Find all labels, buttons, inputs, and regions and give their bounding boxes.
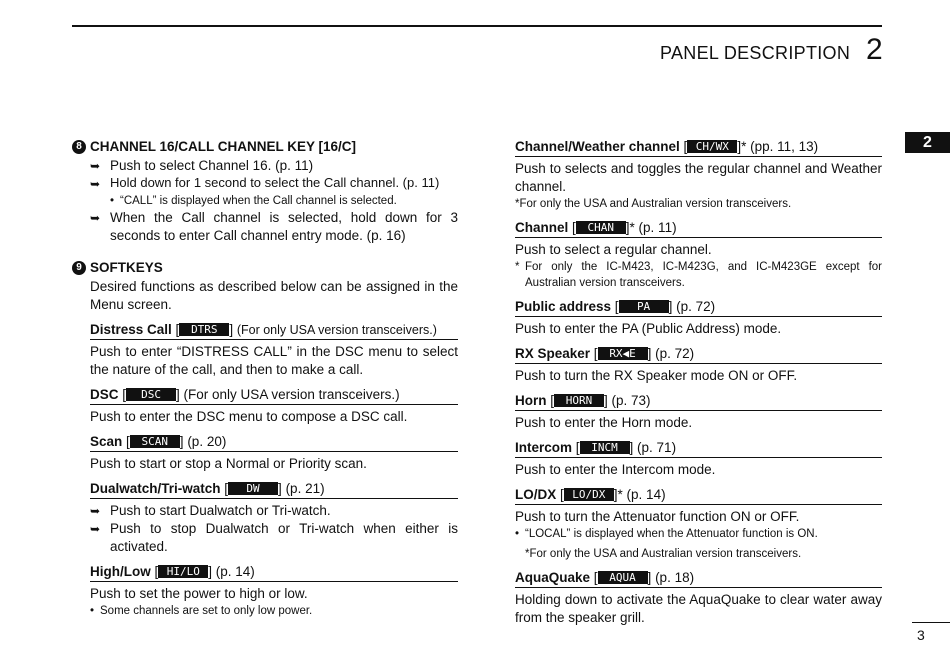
right-column	[515, 139, 882, 627]
number-8-icon: 8	[72, 140, 86, 154]
horn-key: HORN	[554, 394, 604, 407]
pa-heading: Public address [ PA ] (p. 72)	[515, 299, 882, 317]
chwx-desc: Push to selects and toggles the regular channel and Weather channel.	[515, 161, 882, 194]
distress-call-heading: Distress Call [ DTRS ] (For only USA version transceivers.)	[90, 322, 458, 340]
pa-key: PA	[619, 300, 669, 313]
section-title: PANEL DESCRIPTION	[660, 43, 851, 63]
section-9-title: SOFTKEYS	[90, 260, 163, 275]
high-low-heading: High/Low [ HI/LO ] (p. 14)	[90, 564, 458, 582]
intercom-desc: Push to enter the Intercom mode.	[515, 462, 716, 477]
lodx-desc: Push to turn the Attenuator function ON or OFF.	[515, 509, 800, 524]
note: *For only the USA and Australian version transceivers.	[525, 548, 802, 560]
left-column	[72, 139, 458, 619]
page-number: 3	[917, 627, 925, 643]
arrow-icon: ➥	[90, 211, 101, 225]
distress-call-desc: Push to enter “DISTRESS CALL” in the DSC menu to select the nature of the call, and then to make a call.	[90, 344, 458, 377]
dualwatch-heading: Dualwatch/Tri-watch [ DW ] (p. 21)	[90, 481, 458, 499]
arrow-icon: ➥	[90, 159, 101, 173]
chwx-key: CH/WX	[687, 140, 737, 153]
dw-key: DW	[228, 482, 278, 495]
bullet: ➥ Push to stop Dualwatch or Tri-watch when either is activated.	[90, 521, 458, 554]
pa-desc: Push to enter the PA (Public Address) mode.	[515, 321, 782, 336]
high-low-desc: Push to set the power to high or low.	[90, 586, 308, 601]
section-8-heading	[72, 139, 458, 154]
dtrs-key: DTRS	[179, 323, 229, 336]
scan-desc: Push to start or stop a Normal or Priority scan.	[90, 456, 367, 471]
bullet: ➥ Hold down for 1 second to select the Call channel. (p. 11)	[90, 175, 440, 191]
channel-desc: Push to select a regular channel.	[515, 242, 712, 257]
chapter-tab: 2	[905, 132, 950, 153]
channel-heading: Channel [ CHAN ]* (p. 11)	[515, 220, 882, 238]
bullet: ➥ Push to select Channel 16. (p. 11)	[90, 158, 314, 173]
softkeys-intro: Desired functions as described below can be assigned in the Menu screen.	[90, 279, 458, 312]
note: • “LOCAL” is displayed when the Attenuator function is ON.	[515, 528, 818, 540]
page-number-rule	[912, 622, 950, 623]
lodx-key: LO/DX	[564, 488, 614, 501]
dsc-heading: DSC [ DSC ] (For only USA version transceivers.)	[90, 387, 458, 405]
dsc-desc: Push to enter the DSC menu to compose a DSC call.	[90, 409, 408, 424]
note: • “CALL” is displayed when the Call channel is selected.	[110, 195, 397, 207]
dsc-key: DSC	[126, 388, 176, 401]
scan-key: SCAN	[130, 435, 180, 448]
note: * For only the IC-M423, IC-M423G, and IC-M423GE except for Australian version transceivers.	[515, 261, 882, 289]
chapter-number: 2	[866, 33, 883, 66]
aquaquake-heading: AquaQuake [ AQUA ] (p. 18)	[515, 570, 882, 588]
rx-speaker-key: RX◀E	[598, 347, 648, 360]
horn-heading: Horn [ HORN ] (p. 73)	[515, 393, 882, 411]
note: *For only the USA and Australian version transceivers.	[515, 198, 792, 210]
chan-key: CHAN	[576, 221, 626, 234]
horn-desc: Push to enter the Horn mode.	[515, 415, 693, 430]
aqua-key: AQUA	[598, 571, 648, 584]
aquaquake-desc: Holding down to activate the AquaQuake to clear water away from the speaker grill.	[515, 592, 882, 625]
note: • Some channels are set to only low power.	[90, 605, 313, 617]
intercom-heading: Intercom [ INCM ] (p. 71)	[515, 440, 882, 458]
arrow-icon: ➥	[90, 504, 101, 518]
header-rule	[72, 25, 882, 27]
section-8-title: CHANNEL 16/CALL CHANNEL KEY [16/C]	[90, 139, 357, 154]
scan-heading: Scan [ SCAN ] (p. 20)	[90, 434, 458, 452]
incm-key: INCM	[580, 441, 630, 454]
chwx-heading: Channel/Weather channel [ CH/WX ]* (pp. 11, 13)	[515, 139, 882, 157]
arrow-icon: ➥	[90, 177, 101, 191]
rx-speaker-heading: RX Speaker [ RX◀E ] (p. 72)	[515, 346, 882, 364]
arrow-icon: ➥	[90, 522, 101, 536]
lodx-heading: LO/DX [ LO/DX ]* (p. 14)	[515, 487, 882, 505]
section-9-heading	[72, 260, 458, 275]
bullet: ➥ When the Call channel is selected, hold down for 3 seconds to enter Call channel entry mode. (p. 16)	[90, 210, 458, 243]
number-9-icon: 9	[72, 261, 86, 275]
hilo-key: HI/LO	[158, 565, 208, 578]
rx-speaker-desc: Push to turn the RX Speaker mode ON or OFF.	[515, 368, 798, 383]
bullet: ➥ Push to start Dualwatch or Tri-watch.	[90, 503, 331, 518]
